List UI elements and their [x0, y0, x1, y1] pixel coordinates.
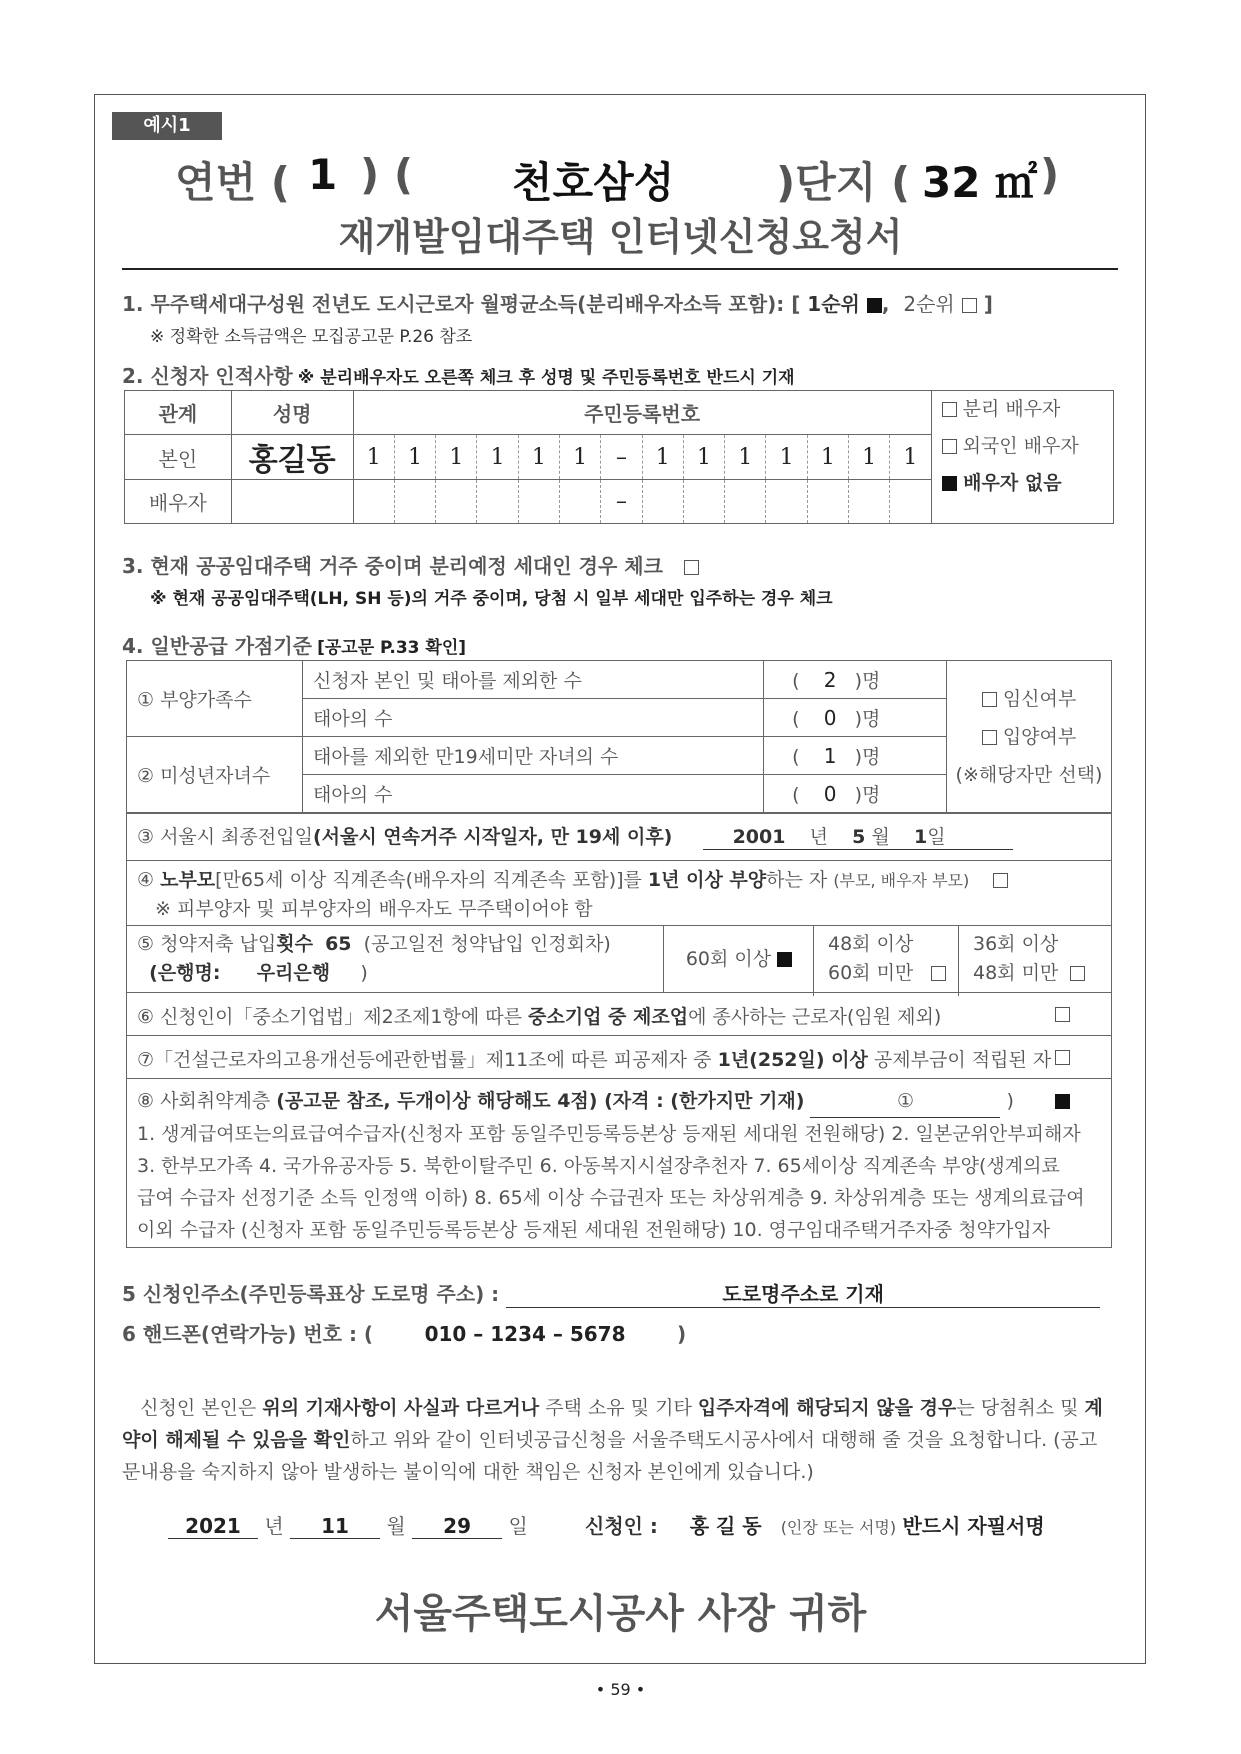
section-3-note: ※ 현재 공공임대주택(LH, SH 등)의 거주 중이며, 당첨 시 일부 세대만 입주하는 경우 체크 — [150, 589, 833, 609]
id-digit[interactable]: 1 — [683, 435, 724, 480]
col-relation: 관계 — [125, 391, 232, 435]
section-2-heading: 2. 신청자 인적사항 ※ 분리배우자도 오른쪽 체크 후 성명 및 주민등록번호 반드시 기재 — [122, 364, 795, 388]
form-subtitle: 재개발임대주택 인터넷신청요청서 — [338, 215, 903, 259]
rank1-checkbox-checked[interactable] — [867, 298, 882, 313]
id-separator: – — [601, 480, 642, 524]
example-tag: 예시1 — [112, 112, 222, 140]
minors-b-count[interactable]: ( 0 )명 — [764, 775, 947, 813]
score-table — [126, 660, 1112, 813]
id-digit[interactable]: 1 — [477, 435, 518, 480]
col-id: 주민등록번호 — [353, 391, 931, 435]
title-rule — [122, 268, 1118, 270]
sign-month[interactable]: 11 — [290, 1514, 380, 1539]
row1-name[interactable]: 홍길동 — [231, 435, 353, 480]
minors-b-label: 태아의 수 — [303, 775, 764, 813]
section-1-note: ※ 정확한 소득금액은 모집공고문 P.26 참조 — [150, 327, 473, 347]
title-close: ) — [1040, 150, 1060, 199]
vulnerable-value-field[interactable]: ① — [810, 1085, 1000, 1118]
minors-a-label: 태아를 제외한 만19세미만 자녀의 수 — [303, 737, 764, 775]
lot-value: 1 — [308, 150, 338, 199]
id-digit[interactable]: 1 — [518, 435, 559, 480]
minors-a-count[interactable]: ( 1 )명 — [764, 737, 947, 775]
declaration-paragraph: 신청인 본인은 위의 기재사항이 사실과 다르거나 주택 소유 및 기타 입주자격에 해당되지 않을 경우는 당첨취소 및 계약이 해제될 수 있음을 확인하고 위와 같이 인터넷공급신청을 서울주택도시공사에서 대행해 줄 것을 요청합니다. (공고문내용을 숙지하지 않아 발생하는 불이익에 대한 책임은 신청자 본인에게 있습니다.) — [122, 1397, 1103, 1483]
id-digit[interactable] — [353, 480, 394, 524]
savings-row: ⑤ 청약저축 납입횟수 65 (공고일전 청약납입 인정회차) (은행명: 우리은행 ) 60회 이상 48회 이상 60회 미만 36회 이상 48회 미만 — [126, 925, 1112, 993]
signature-line: 2021 년 11 월 29 일 신청인 : 홍 길 동 (인장 또는 서명) 반드시 자필서명 — [168, 1510, 1045, 1539]
id-digit[interactable] — [560, 480, 601, 524]
option-48-checkbox[interactable] — [931, 966, 946, 981]
id-digit[interactable] — [477, 480, 518, 524]
id-digit[interactable]: 1 — [725, 435, 766, 480]
col-name: 성명 — [231, 391, 353, 435]
option-36-checkbox[interactable] — [1070, 966, 1085, 981]
row2-name[interactable] — [231, 480, 353, 524]
row2-relation: 배우자 — [125, 480, 232, 524]
id-digit[interactable] — [766, 480, 807, 524]
residence-date-row: ③ 서울시 최종전입일(서울시 연속거주 시작일자, 만 19세 이후) 2001 년 5 월 1일 — [126, 813, 1112, 861]
option-48[interactable]: 48회 이상 60회 미만 — [813, 926, 959, 996]
id-digit[interactable]: 1 — [560, 435, 601, 480]
dependents-a-label: 신청자 본인 및 태아를 제외한 수 — [303, 661, 764, 699]
complex-name: 천호삼성 — [512, 158, 675, 207]
foreign-spouse-checkbox[interactable] — [942, 439, 957, 454]
complex-suffix: )단지 ( — [776, 158, 911, 207]
section-3-checkbox[interactable] — [684, 560, 699, 575]
pregnancy-options: 임신여부 입양여부 (※해당자만 선택) — [947, 661, 1112, 813]
id-digit[interactable]: 1 — [807, 435, 848, 480]
adoption-checkbox[interactable] — [982, 730, 997, 745]
id-digit[interactable] — [725, 480, 766, 524]
id-digit[interactable] — [642, 480, 683, 524]
page-number: • 59 • — [595, 1680, 646, 1699]
title-mid: ) ( — [360, 150, 414, 199]
dependents-a-count[interactable]: ( 2 )명 — [764, 661, 947, 699]
applicant-signature[interactable]: 홍 길 동 — [689, 1514, 762, 1538]
id-digit[interactable]: 1 — [890, 435, 931, 480]
construction-worker-row: ⑦「건설근로자의고용개선등에관한법률」제11조에 따른 피공제자 중 1년(252일) 이상 공제부금이 적립된 자 — [126, 1035, 1112, 1079]
address-field[interactable]: 도로명주소로 기재 — [506, 1278, 1100, 1308]
option-36[interactable]: 36회 이상 48회 미만 — [958, 926, 1111, 996]
addressee: 서울주택도시공사 사장 귀하 — [374, 1591, 867, 1637]
phone-field[interactable]: 010 – 1234 – 5678 — [424, 1322, 626, 1346]
id-digit[interactable]: 1 — [848, 435, 889, 480]
vulnerable-row: ⑧ 사회취약계층 (공고문 참조, 두개이상 해당해도 4점) (자격 : (한가지만 기재) ① ) 1. 생계급여또는의료급여수급자(신청자 포함 동일주민등록등본상 등재된 세대원 전원해당) 2. 일본군위안부피해자 3. 한부모가족 4. 국가유공자등 5. 북한이탈주민 6. 아동복지시설장추천자 7. 65세이상 직계존속 부양(생계의료 급여 수급자 선정기준 소득 인정액 이하) 8. 65세 이상 수급권자 또는 차상위계층 9. 차상위계층 또는 생계의료급여 이외 수급자 (신청자 포함 동일주민등록등본상 등재된 세대원 전원해당) 10. 영구임대주택거주자중 청약가입자 — [126, 1078, 1112, 1248]
sme-worker-row: ⑥ 신청인이「중소기업법」제2조제1항에 따른 중소기업 중 제조업에 종사하는 근로자(임원 제외) — [126, 992, 1112, 1036]
id-digit[interactable] — [518, 480, 559, 524]
sign-day[interactable]: 29 — [412, 1514, 502, 1539]
id-digit[interactable]: 1 — [642, 435, 683, 480]
id-digit[interactable]: 1 — [394, 435, 435, 480]
elderly-parent-checkbox[interactable] — [993, 873, 1008, 888]
no-spouse-checkbox-checked[interactable] — [942, 476, 957, 491]
id-digit[interactable]: 1 — [353, 435, 394, 480]
section-4-heading: 4. 일반공급 가점기준 [공고문 P.33 확인] — [122, 634, 467, 658]
id-separator: – — [601, 435, 642, 480]
id-digit[interactable] — [436, 480, 477, 524]
option-60-checkbox-checked[interactable] — [777, 952, 792, 967]
id-digit[interactable] — [807, 480, 848, 524]
applicant-table — [124, 390, 1114, 524]
vulnerable-checkbox-checked[interactable] — [1055, 1094, 1070, 1109]
dependents-b-count[interactable]: ( 0 )명 — [764, 699, 947, 737]
id-digit[interactable] — [848, 480, 889, 524]
row1-relation: 본인 — [125, 435, 232, 480]
id-digit[interactable]: 1 — [436, 435, 477, 480]
id-digit[interactable] — [683, 480, 724, 524]
minors-label: ② 미성년자녀수 — [127, 737, 303, 813]
elderly-parent-row: ④ 노부모[만65세 이상 직계존속(배우자의 직계존속 포함)]를 1년 이상 부양하는 자 (부모, 배우자 부모) ※ 피부양자 및 피부양자의 배우자도 무주택이어야 함 — [126, 860, 1112, 926]
sme-worker-checkbox[interactable] — [1055, 1007, 1070, 1022]
separated-spouse-checkbox[interactable] — [942, 402, 957, 417]
id-digit[interactable]: 1 — [766, 435, 807, 480]
option-60[interactable]: 60회 이상 — [663, 926, 814, 992]
spouse-options: 분리 배우자 외국인 배우자 배우자 없음 — [931, 391, 1113, 524]
address-line: 5 신청인주소(주민등록표상 도로명 주소) : 도로명주소로 기재 — [122, 1278, 1100, 1308]
dependents-label: ① 부양가족수 — [127, 661, 303, 737]
dependents-b-label: 태아의 수 — [303, 699, 764, 737]
sign-year[interactable]: 2021 — [168, 1514, 258, 1539]
phone-line: 6 핸드폰(연락가능) 번호 : ( 010 – 1234 – 5678 ) — [122, 1322, 687, 1346]
construction-worker-checkbox[interactable] — [1055, 1050, 1070, 1065]
rank2-checkbox[interactable] — [962, 298, 977, 313]
lot-label: 연번 ( — [175, 158, 290, 207]
section-3-heading: 3. 현재 공공임대주택 거주 중이며 분리예정 세대인 경우 체크 — [122, 550, 699, 579]
id-digit[interactable] — [394, 480, 435, 524]
id-digit[interactable] — [890, 480, 931, 524]
residence-date-field[interactable]: 2001 년 5 월 1일 — [703, 822, 1013, 850]
area-value: 32 ㎡ — [922, 158, 1038, 207]
pregnancy-checkbox[interactable] — [982, 692, 997, 707]
section-1-heading: 1. 무주택세대구성원 전년도 도시근로자 월평균소득(분리배우자소득 포함): [ 1순위 , 2순위 ] — [122, 292, 993, 316]
